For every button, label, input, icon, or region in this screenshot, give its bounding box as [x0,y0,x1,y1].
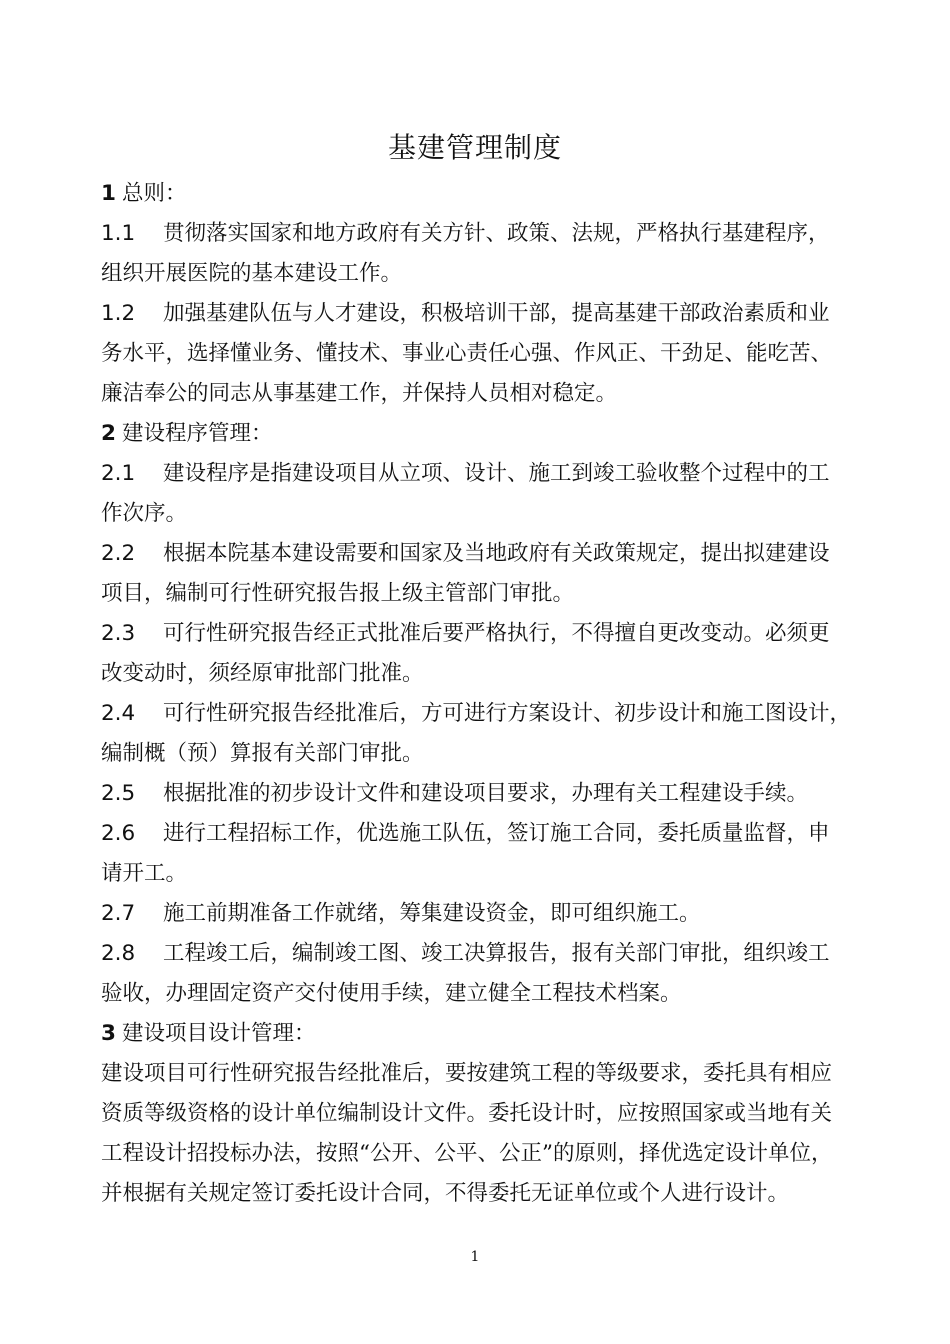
clause-2-2-cont: 项目，编制可行性研究报告报上级主管部门审批。 [101,581,575,606]
clause-2-3 [101,614,861,654]
clause-number: 2.1 [101,461,136,486]
clause-2-1-cont: 作次序。 [101,501,188,526]
section-heading-text: 建设程序管理： [121,421,273,446]
section-heading-text: 总则： [121,181,187,206]
clause-2-7 [101,894,861,934]
section-heading-2 [101,414,861,454]
clause-2-2 [101,534,861,574]
paragraph-line: 并根据有关规定签订委托设计合同，不得委托无证单位或个人进行设计。 [101,1181,790,1206]
clause-number: 2.2 [101,541,136,566]
clause-number: 2.3 [101,621,136,646]
clause-2-3-cont: 改变动时，须经原审批部门批准。 [101,661,424,686]
clause-2-8-cont: 验收，办理固定资产交付使用手续，建立健全工程技术档案。 [101,981,682,1006]
clause-number: 2.4 [101,701,136,726]
section-heading-3 [101,1014,861,1054]
section-number: 2 [101,421,116,446]
clause-1-2 [101,294,861,334]
paragraph-line: 工程设计招投标办法，按照“公开、公平、公正”的原则，择优选定设计单位， [101,1141,833,1166]
paragraph-line: 建设项目可行性研究报告经批准后，要按建筑工程的等级要求，委托具有相应 [101,1061,833,1086]
document-title: 基建管理制度 [387,131,562,164]
clause-2-5 [101,774,861,814]
clause-number: 2.5 [101,781,136,806]
clause-number: 2.8 [101,941,136,966]
section-heading-1 [101,174,861,214]
paragraph-line: 资质等级资格的设计单位编制设计文件。委托设计时，应按照国家或当地有关 [101,1101,833,1126]
clause-number: 1.1 [101,221,136,246]
clause-text: 施工前期准备工作就绪，筹集建设资金，即可组织施工。 [163,901,701,926]
clause-2-4-cont: 编制概（预）算报有关部门审批。 [101,741,424,766]
clause-number: 2.6 [101,821,136,846]
clause-1-1-cont: 组织开展医院的基本建设工作。 [101,261,403,286]
clause-2-1 [101,454,861,494]
page-number: 1 [470,1249,480,1265]
clause-2-8 [101,934,861,974]
clause-text: 可行性研究报告经批准后，方可进行方案设计、初步设计和施工图设计， [163,701,852,726]
section-number: 3 [101,1021,116,1046]
clause-text: 建设程序是指建设项目从立项、设计、施工到竣工验收整个过程中的工 [163,461,830,486]
section-heading-text: 建设项目设计管理： [121,1021,316,1046]
clause-text: 可行性研究报告经正式批准后要严格执行，不得擅自更改变动。必须更 [163,621,830,646]
clause-number: 2.7 [101,901,136,926]
clause-number: 1.2 [101,301,136,326]
clause-2-4 [101,694,861,734]
clause-1-2-cont: 廉洁奉公的同志从事基建工作，并保持人员相对稳定。 [101,381,618,406]
clause-text: 根据批准的初步设计文件和建设项目要求，办理有关工程建设手续。 [163,781,809,806]
clause-2-6-cont: 请开工。 [101,861,188,886]
clause-text: 工程竣工后，编制竣工图、竣工决算报告，报有关部门审批，组织竣工 [163,941,830,966]
clause-2-6 [101,814,861,854]
clause-text: 贯彻落实国家和地方政府有关方针、政策、法规，严格执行基建程序， [163,221,830,246]
clause-text: 进行工程招标工作，优选施工队伍，签订施工合同，委托质量监督，申 [163,821,830,846]
section-number: 1 [101,181,116,206]
clause-1-2-cont: 务水平，选择懂业务、懂技术、事业心责任心强、作风正、干劲足、能吃苦、 [101,341,833,366]
clause-text: 根据本院基本建设需要和国家及当地政府有关政策规定，提出拟建建设 [163,541,830,566]
clause-text: 加强基建队伍与人才建设，积极培训干部，提高基建干部政治素质和业 [163,301,830,326]
clause-1-1 [101,214,861,254]
